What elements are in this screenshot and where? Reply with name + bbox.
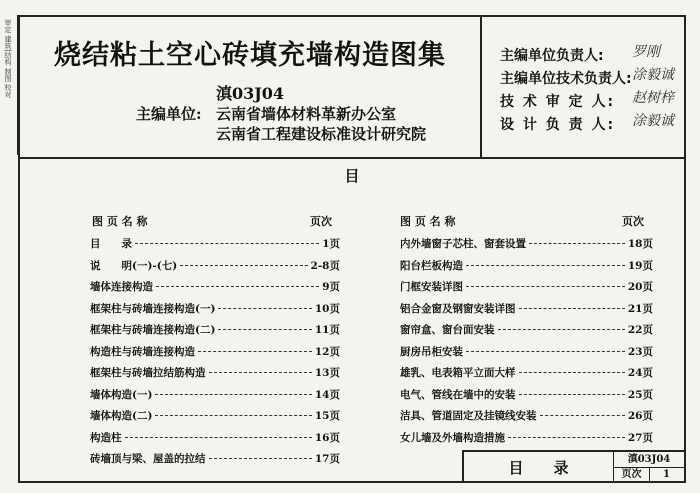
toc-row-leader bbox=[180, 265, 307, 266]
toc-row-name: 墙体构造(二) bbox=[90, 410, 153, 422]
toc-row-name: 构造柱 bbox=[90, 431, 122, 444]
left-col-page-label: 页次 bbox=[310, 215, 332, 228]
toc-row bbox=[400, 430, 653, 445]
toc-row-page: 15页 bbox=[314, 410, 340, 422]
toc-row-page: 12页 bbox=[314, 345, 340, 358]
toc-row-page: 24页 bbox=[627, 367, 653, 379]
atlas-code: 滇03J04 bbox=[215, 84, 285, 103]
toc-row-leader bbox=[125, 437, 312, 438]
toc-row bbox=[90, 408, 340, 423]
toc-row bbox=[400, 408, 653, 423]
right-col-page-label: 页次 bbox=[622, 215, 644, 228]
toc-row bbox=[90, 236, 340, 251]
toc-row-name: 厨房吊柜安装 bbox=[400, 345, 463, 358]
drawing-frame bbox=[18, 15, 686, 483]
toc-row-leader bbox=[466, 265, 625, 266]
toc-row-name: 窗帘盒、窗台面安装 bbox=[400, 324, 495, 336]
toc-row-leader bbox=[540, 415, 625, 416]
toc-row-leader bbox=[135, 243, 319, 244]
toc-row-leader bbox=[466, 286, 625, 287]
footer-title: 目录 bbox=[464, 452, 614, 483]
toc-row-name: 墙体连接构造 bbox=[90, 281, 153, 293]
signature-4: 涂毅诚 bbox=[632, 113, 674, 129]
toc-row-name: 框架柱与砖墙连接构造(二) bbox=[90, 324, 216, 336]
toc-row-name: 雄乳、电表箱平立面大样 bbox=[400, 367, 516, 379]
toc-row-page: 20页 bbox=[627, 281, 653, 293]
toc-row bbox=[400, 322, 653, 337]
toc-row-name: 阳台栏板构造 bbox=[400, 259, 463, 272]
signature-2: 涂毅诚 bbox=[632, 67, 674, 83]
side-strip bbox=[0, 15, 18, 155]
toc-row-leader bbox=[519, 308, 625, 309]
toc-row bbox=[400, 344, 653, 359]
toc-row bbox=[90, 301, 340, 316]
toc-row-leader bbox=[156, 286, 319, 287]
toc-row-leader bbox=[209, 458, 312, 459]
toc-row-leader bbox=[209, 372, 312, 373]
toc-row-page: 18页 bbox=[627, 238, 653, 250]
toc-row-name: 框架柱与砖墙拉结筋构造 bbox=[90, 367, 206, 379]
toc-row-page: 22页 bbox=[627, 324, 653, 336]
toc-row-leader bbox=[519, 372, 625, 373]
signature-1: 罗刚 bbox=[632, 44, 660, 60]
header bbox=[20, 17, 684, 159]
toc-row-name: 墙体构造(一) bbox=[90, 388, 153, 401]
footer-page-label: 页次 bbox=[614, 467, 650, 483]
toc-row bbox=[400, 258, 653, 273]
footer-page: 1 bbox=[663, 469, 670, 480]
toc-row-page: 9页 bbox=[322, 281, 340, 293]
responsible-4-label: 设 计 负 责 人: bbox=[500, 117, 616, 133]
toc-row-page: 26页 bbox=[627, 410, 653, 422]
toc-row-leader bbox=[155, 394, 311, 395]
org-2: 云南省工程建设标准设计研究院 bbox=[216, 125, 427, 143]
toc-row-name: 框架柱与砖墙连接构造(一) bbox=[90, 302, 216, 315]
toc-row-name: 门框安装详图 bbox=[400, 281, 463, 293]
toc-row-leader bbox=[198, 351, 312, 352]
toc-row-leader bbox=[218, 308, 311, 309]
responsible-1-label: 主编单位负责人: bbox=[500, 48, 604, 64]
toc-row-leader bbox=[498, 329, 625, 330]
toc-row-page: 1页 bbox=[322, 238, 340, 250]
toc-row bbox=[90, 344, 340, 359]
toc-row-page: 10页 bbox=[314, 302, 340, 315]
atlas-title: 烧结粘土空心砖填充墙构造图集 bbox=[54, 40, 446, 71]
side-strip-text: 审定 建筑|结构 制图 校对 bbox=[4, 19, 12, 99]
toc-row bbox=[90, 365, 340, 380]
org-label: 主编单位: bbox=[136, 105, 202, 123]
toc-row-page: 27页 bbox=[627, 431, 653, 444]
org-1: 云南省墙体材料革新办公室 bbox=[216, 105, 397, 123]
toc-row-page: 14页 bbox=[314, 388, 340, 401]
toc-row-page: 25页 bbox=[627, 388, 653, 401]
toc-row-page: 19页 bbox=[627, 259, 653, 272]
toc-row-leader bbox=[155, 415, 311, 416]
toc-row bbox=[400, 301, 653, 316]
toc-row-name: 铝合金窗及钢窗安装详图 bbox=[400, 302, 516, 315]
responsible-3-label: 技 术 审 定 人: bbox=[500, 94, 616, 110]
toc-row bbox=[400, 279, 653, 294]
toc-row-name: 构造柱与砖墙连接构造 bbox=[90, 345, 195, 358]
toc-row bbox=[400, 387, 653, 402]
toc-row bbox=[90, 322, 340, 337]
toc-row-page: 23页 bbox=[627, 345, 653, 358]
toc-row-name: 内外墙窗子芯柱、窗套设置 bbox=[400, 238, 526, 250]
toc-row-page: 17页 bbox=[314, 453, 340, 465]
toc-row-name: 目 录 bbox=[90, 238, 132, 250]
toc-row bbox=[90, 258, 340, 273]
toc-row bbox=[400, 236, 653, 251]
toc-row bbox=[400, 365, 653, 380]
toc-row-name: 砖墙顶与梁、屋盖的拉结 bbox=[90, 453, 206, 465]
toc-row-page: 16页 bbox=[314, 431, 340, 444]
signature-3: 赵树梓 bbox=[632, 90, 674, 106]
toc-row-leader bbox=[519, 394, 625, 395]
toc-row-page: 11页 bbox=[314, 324, 340, 336]
toc-row bbox=[90, 430, 340, 445]
toc-row-name: 说 明(一)-(七) bbox=[90, 259, 178, 272]
toc-row-name: 电气、管线在墙中的安装 bbox=[400, 388, 516, 401]
title-footer bbox=[462, 450, 684, 483]
footer-code: 滇03J04 bbox=[614, 452, 684, 468]
toc-row-leader bbox=[466, 351, 625, 352]
toc-row-leader bbox=[529, 243, 625, 244]
toc-row-name: 洁具、管道固定及挂镜线安装 bbox=[400, 410, 537, 422]
left-col-name-label: 图 页 名 称 bbox=[92, 215, 148, 228]
toc-row-page: 21页 bbox=[627, 302, 653, 315]
responsible-2-label: 主编单位技术负责人: bbox=[500, 71, 632, 87]
toc-heading: 目 bbox=[344, 167, 360, 185]
toc-row-name: 女儿墙及外墙构造措施 bbox=[400, 431, 505, 444]
title-block bbox=[20, 17, 482, 157]
toc-row bbox=[90, 279, 340, 294]
toc-row-page: 2-8页 bbox=[310, 259, 340, 272]
toc-row-leader bbox=[218, 329, 311, 330]
toc-row-page: 13页 bbox=[314, 367, 340, 379]
toc-row bbox=[90, 387, 340, 402]
toc-row-leader bbox=[508, 437, 625, 438]
right-col-name-label: 图 页 名 称 bbox=[400, 215, 456, 228]
toc-row bbox=[90, 451, 340, 466]
